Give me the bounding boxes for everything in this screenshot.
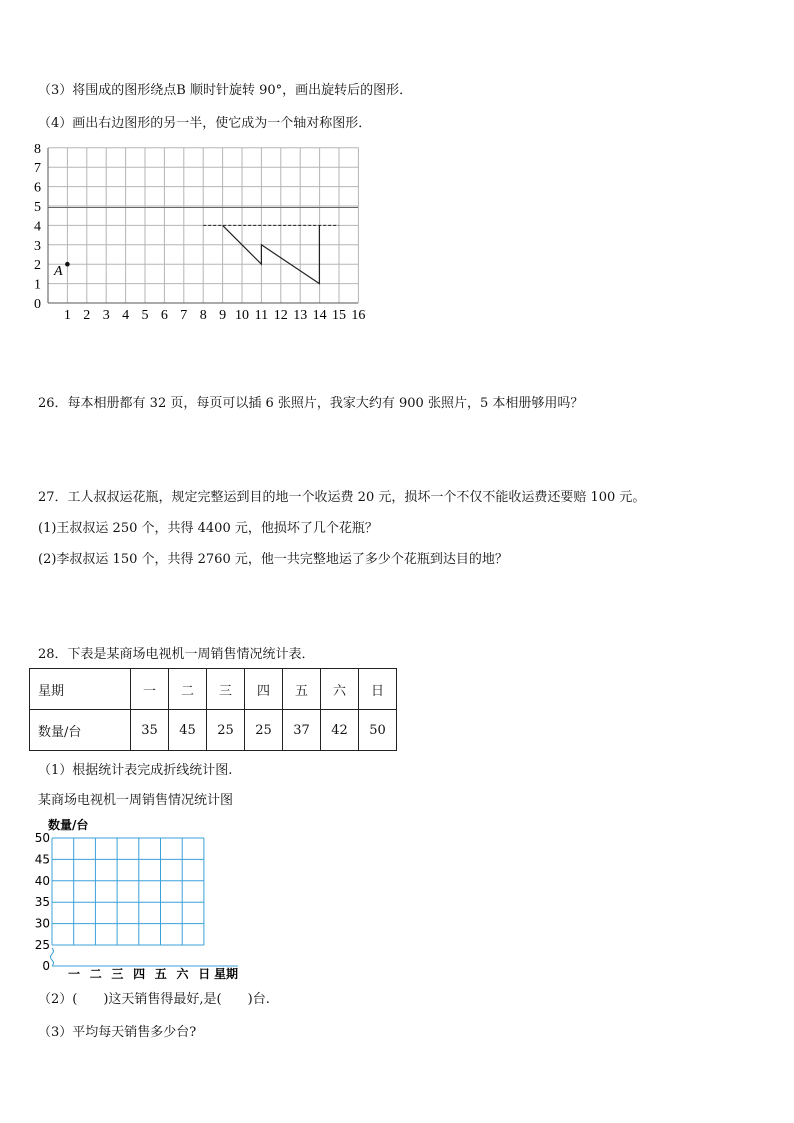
q25-item4: （4）画出右边图形的另一半，使它成为一个轴对称图形． (38, 116, 372, 131)
y-tick-label: 8 (34, 141, 41, 157)
table-cell-value: 37 (283, 710, 321, 751)
table-row (30, 710, 397, 751)
q28-sub3: （3）平均每天销售多少台? (38, 1025, 197, 1040)
q28-sub1: （1）根据统计表完成折线统计图. (38, 763, 233, 778)
table-cell-day: 六 (321, 669, 359, 710)
chart-x-tick-label: 四 (133, 967, 146, 981)
table-cell-day: 一 (131, 669, 169, 710)
x-tick-label: 8 (199, 308, 207, 323)
chart-y-tick-label: 40 (34, 873, 50, 888)
sales-table (29, 668, 397, 751)
q27-sub1: (1)王叔叔运 250 个，共得 4400 元，他损坏了几个花瓶？ (38, 521, 378, 536)
table-header-quantity: 数量/台 (30, 710, 131, 751)
table-cell-day: 三 (207, 669, 245, 710)
chart-x-tick-label: 六 (176, 967, 189, 981)
x-tick-label: 1 (63, 308, 71, 323)
chart-y-tick-label: 0 (42, 959, 50, 973)
x-tick-label: 4 (122, 308, 130, 323)
table-cell-value: 25 (245, 710, 283, 751)
chart-y-tick-label: 45 (34, 852, 50, 867)
q25-item3: （3）将围成的图形绕点B 顺时针旋转 90°，画出旋转后的图形． (38, 83, 413, 98)
chart-ylabel: 数量/台 (48, 818, 89, 832)
chart-x-tick-label: 日 (198, 967, 211, 981)
y-tick-label: 3 (34, 238, 41, 254)
table-header-weekday: 星期 (30, 669, 131, 710)
axis-break-icon (51, 948, 54, 966)
x-tick-label: 15 (332, 308, 346, 323)
y-tick-labels (34, 142, 41, 312)
y-tick-label: 7 (34, 161, 41, 177)
y-tick-label: 5 (34, 200, 41, 215)
x-tick-label: 16 (351, 308, 366, 323)
x-tick-label: 11 (254, 308, 269, 323)
chart-x-tick-label: 一 (67, 967, 81, 981)
table-cell-day: 二 (169, 669, 207, 710)
y-tick-label: 6 (34, 180, 41, 196)
x-tick-label: 12 (273, 308, 288, 323)
x-tick-label: 5 (141, 308, 149, 323)
coordinate-grid (30, 140, 370, 325)
table-cell-value: 42 (321, 710, 359, 751)
point-a-label: A (54, 264, 63, 279)
y-tick-label: 0 (34, 297, 41, 312)
sales-line-chart (30, 814, 260, 984)
chart-y-tick-labels (35, 831, 50, 973)
chart-xlabel: 星期 (214, 967, 239, 981)
q27-text: 27．工人叔叔运花瓶，规定完整运到目的地一个收运费 20 元，损坏一个不仅不能收运费还要赔 100 元。 (38, 490, 646, 505)
half-shape (223, 225, 320, 283)
table-cell-value: 45 (169, 710, 207, 751)
chart-x-tick-labels (68, 966, 210, 981)
chart-title: 某商场电视机一周销售情况统计图 (38, 793, 234, 808)
chart-y-tick-label: 35 (34, 895, 50, 910)
x-tick-label: 7 (180, 308, 188, 323)
q28-sub2: （2）( )这天销售得最好,是( )台. (38, 992, 270, 1007)
q27-sub2: (2)李叔叔运 150 个，共得 2760 元，他一共完整地运了多少个花瓶到达目的地？ (38, 552, 508, 567)
table-cell-day: 四 (245, 669, 283, 710)
table-cell-value: 25 (207, 710, 245, 751)
y-tick-label: 2 (34, 258, 41, 274)
table-cell-value: 50 (359, 710, 397, 751)
chart-y-tick-label: 50 (34, 831, 50, 845)
chart-x-tick-label: 三 (111, 967, 124, 981)
table-row (30, 669, 397, 710)
x-tick-label: 10 (235, 308, 249, 323)
point-a (65, 262, 70, 267)
y-tick-label: 4 (34, 219, 41, 235)
table-cell-value: 35 (131, 710, 169, 751)
chart-y-tick-label: 25 (34, 938, 50, 952)
x-tick-labels (64, 308, 366, 323)
x-tick-label: 3 (102, 308, 110, 323)
x-tick-label: 2 (83, 308, 91, 323)
q26-text: 26．每本相册都有 32 页，每页可以插 6 张照片，我家大约有 900 张照片，5 本相册够用吗？ (38, 396, 584, 411)
chart-x-tick-label: 二 (89, 967, 102, 981)
table-cell-day: 日 (359, 669, 397, 710)
q28-text: 28．下表是某商场电视机一周销售情况统计表． (38, 647, 315, 662)
chart-y-tick-label: 30 (34, 916, 50, 931)
x-tick-label: 6 (160, 308, 168, 323)
table-cell-day: 五 (283, 669, 321, 710)
chart-grid (52, 838, 204, 945)
chart-x-tick-label: 五 (154, 967, 167, 981)
x-tick-label: 14 (312, 308, 327, 323)
y-tick-label: 1 (34, 277, 41, 293)
x-tick-label: 9 (219, 308, 227, 323)
x-tick-label: 13 (293, 308, 308, 323)
